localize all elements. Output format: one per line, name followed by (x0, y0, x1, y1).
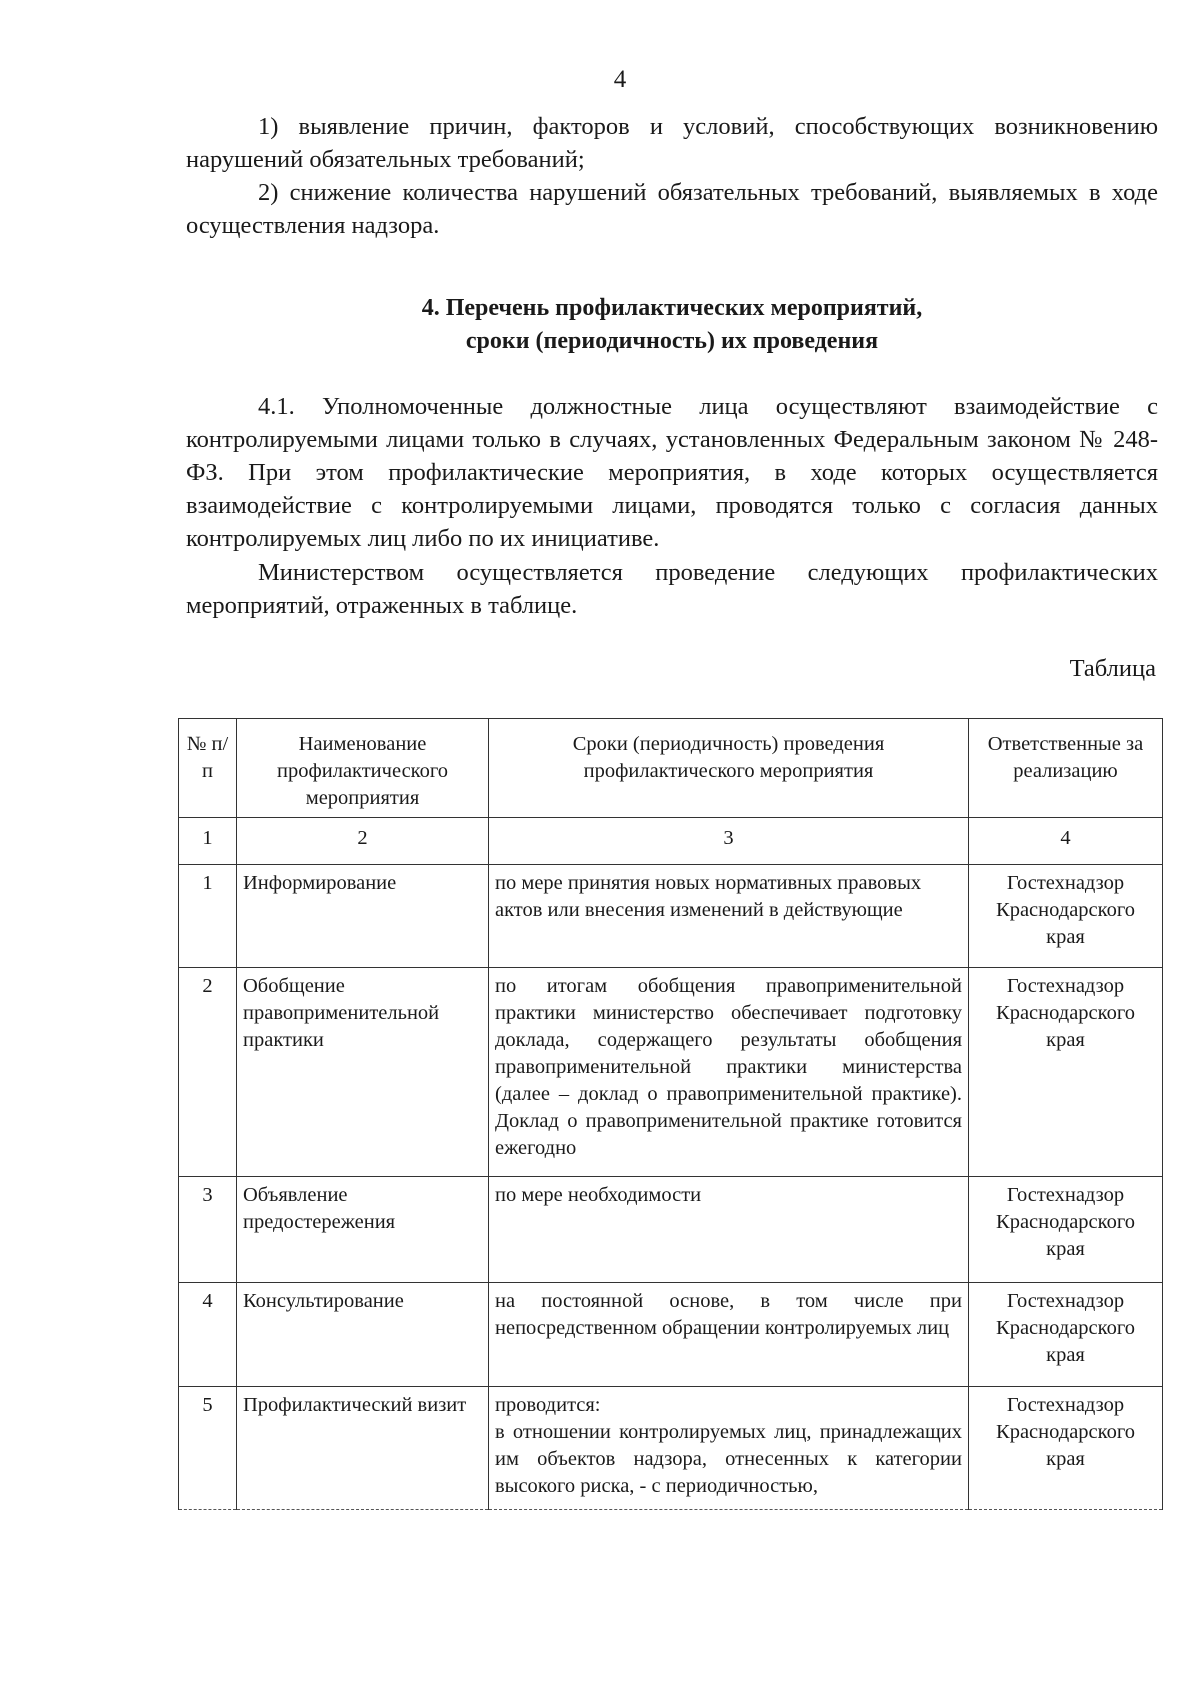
row-name: Профилактический визит (237, 1387, 489, 1510)
header-term: Сроки (периодичность) проведения профилактического мероприятия (489, 719, 969, 818)
goal-item-1 (186, 110, 1158, 176)
row-responsible: Гостехнадзор Краснодарского края (969, 1283, 1163, 1387)
row-num: 1 (179, 865, 237, 968)
paragraph-ministry-text: Министерством осуществляется проведение следующих профилактических мероприятий, отраженных в таблице. (186, 559, 1158, 619)
row-num: 4 (179, 1283, 237, 1387)
header-name: Наименование профилактического мероприятия (237, 719, 489, 818)
page-number: 4 (613, 66, 627, 93)
paragraph-4-1 (186, 390, 1158, 555)
row-term: по мере принятия новых нормативных правовых актов или внесения изменений в действующие (489, 865, 969, 968)
table-row (179, 1283, 1163, 1387)
goal-item-2-text: 2) снижение количества нарушений обязательных требований, выявляемых в ходе осуществления надзора. (186, 179, 1158, 239)
row-responsible: Гостехнадзор Краснодарского края (969, 1177, 1163, 1283)
paragraph-4-1-text: 4.1. Уполномоченные должностные лица осуществляют взаимодействие с контролируемыми лицами только в случаях, установленных Федеральным законом № 248-ФЗ. При этом профилактические мероприятия, в ходе которых осуществляется взаимодействие с контролируемыми лицами, проводятся только с согласия данных контролируемых лиц либо по их инициативе. (186, 393, 1158, 552)
measures-table (178, 718, 1163, 1510)
table-row (179, 968, 1163, 1177)
row-term-line-2: в отношении контролируемых лиц, принадлежащих им объектов надзора, отнесенных к категории высокого риска, - с периодичностью, (495, 1421, 962, 1497)
row-responsible: Гостехнадзор Краснодарского края (969, 968, 1163, 1177)
paragraph-ministry (186, 556, 1158, 622)
row-term: на постоянной основе, в том числе при непосредственном обращении контролируемых лиц (489, 1283, 969, 1387)
row-term: по итогам обобщения правоприменительной практики министерство обеспечивает подготовку доклада, содержащего результаты обобщения правоприменительной практики министерства (далее – доклад о правоприменительной практике). Доклад о правоприменительной практике готовится ежегодно (489, 968, 969, 1177)
goal-item-1-text: 1) выявление причин, факторов и условий, способствующих возникновению нарушений обязательных требований; (186, 113, 1158, 173)
header-num: № п/п (179, 719, 237, 818)
column-number: 3 (489, 818, 969, 865)
row-responsible: Гостехнадзор Краснодарского края (969, 865, 1163, 968)
column-number: 2 (237, 818, 489, 865)
row-name: Консультирование (237, 1283, 489, 1387)
section-heading-line-2: сроки (периодичность) их проведения (465, 328, 879, 354)
column-number-row (179, 818, 1163, 865)
header-responsible: Ответственные за реализацию (969, 719, 1163, 818)
row-name: Обобщение правоприменительной практики (237, 968, 489, 1177)
table-caption: Таблица (1069, 655, 1156, 682)
row-name: Объявление предостережения (237, 1177, 489, 1283)
goal-item-2 (186, 176, 1158, 242)
row-responsible: Гостехнадзор Краснодарского края (969, 1387, 1163, 1510)
row-term-line-1: проводится: (495, 1394, 601, 1416)
table-row (179, 1177, 1163, 1283)
row-num: 2 (179, 968, 237, 1177)
row-num: 5 (179, 1387, 237, 1510)
table-row (179, 1387, 1163, 1510)
row-num: 3 (179, 1177, 237, 1283)
section-heading (186, 292, 1158, 358)
row-name: Информирование (237, 865, 489, 968)
column-number: 1 (179, 818, 237, 865)
row-term (489, 1387, 969, 1510)
table-row (179, 865, 1163, 968)
section-heading-line-1: 4. Перечень профилактических мероприятий, (421, 295, 923, 321)
column-number: 4 (969, 818, 1163, 865)
table-header-row (179, 719, 1163, 818)
row-term: по мере необходимости (489, 1177, 969, 1283)
